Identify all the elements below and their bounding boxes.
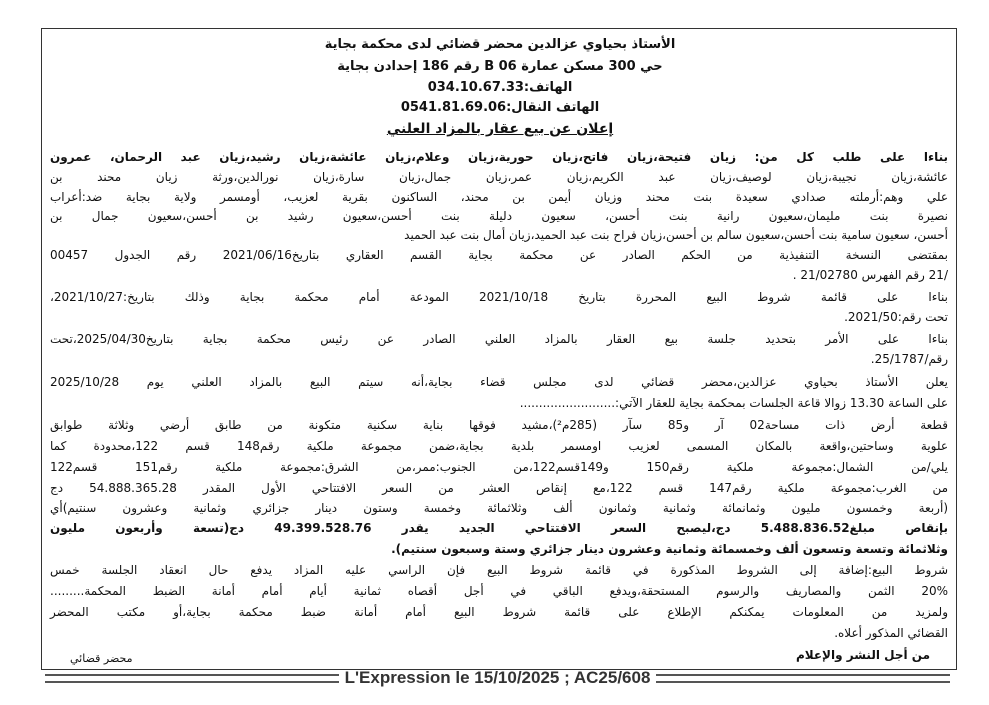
bailiff-name: الأستاذ بحياوي عزالدين محضر قضائي لدى محكمة بجاية (324, 37, 676, 52)
footer-text: L'Expression le 15/10/2025 ; AC25/608 (344, 668, 651, 687)
notice-title: إعلان عن بيع عقار بالمزاد العلني (386, 121, 614, 137)
body-line: يلي/من الشمال:مجموعة ملكية رقم150 و149قسم122،من الجنوب:ممر،من الشرق:مجموعة ملكية رقم151 قسم122 (50, 460, 949, 474)
footer-rule-right (656, 674, 950, 683)
body-line: رقم/25/1787. (870, 352, 948, 366)
body-line: علوية وساحتين،واقعة بالمكان المسمى لعزيب اومسمر بلدية بجاية،ضمن مجموعة ملكية رقم148 قسم 122،محدودة كما (50, 439, 948, 453)
body-line: بإنقاص مبلغ5.488.836.52 دج،ليصبح السعر الافتتاحي الجديد يقدر 49.399.528.76 دج(تسعة وأربعون مليون (50, 521, 949, 535)
body-line: أحسن، سعيون سامية بنت أحسن،سعيون سالم بن أحسن،زيان فراح بنت عبد الحميد،زيان أمال بنت عبد الحميد (404, 228, 948, 242)
body-line: ولمزيد من المعلومات يمكنكم الإطلاع على قائمة شروط البيع أمام أمانة ضبط محكمة بجاية،أو مكتب المحضر (50, 605, 948, 619)
bailiff-address: حي 300 مسكن عمارة B 06 رقم 186 إحدادن بجاية (337, 59, 663, 74)
body-line: بناءا على قائمة شروط البيع المحررة بتاريخ 2021/10/18 المودعة أمام محكمة بجاية وذلك بتاريخ:2021/10/27، (50, 290, 948, 304)
body-line: وثلاثمائة وتسعة وتسعون ألف وخمسمائة وثمانية وعشرون دينار جزائري وستة وسبعون سنتيم). (391, 542, 948, 556)
body-line: على الساعة 13.30 زوالا قاعة الجلسات بمحكمة بجاية للعقار الآتي:......................... (519, 396, 948, 410)
body-line: بمقتضى النسخة التنفيذية من الحكم الصادر عن محكمة بجاية القسم العقاري بتاريخ2021/06/16 رقم الجدول 00457 (50, 248, 948, 262)
body-line: (أربعة وخمسون مليون وثمانمائة وثمانية وثمانون ألف وثلاثمائة وخمسة وستون دينار جزائري وثمانية وعشرون سنتيم)أي (50, 501, 948, 515)
body-line: القضائي المذكور أعلاه. (834, 626, 948, 640)
body-line: بناءا على طلب كل من: زيان فتيحة،زيان فاتح،زيان حورية،زيان وعلام،زيان عائشة،زيان رشيد،زيان عبد الرحمان، عمرون (50, 150, 948, 164)
signature: محضر قضائي (70, 652, 133, 665)
body-line: علي وهم:أرملته صدادي سعيدة بنت محند وزيان أيمن بن محند، الساكنون بقرية لعزيب، أومسمر ولاية بجاية ضد:أعراب (50, 190, 948, 204)
body-line: نصيرة بنت مليمان،سعيون رانية بنت أحسن، سعيون دليلة بنت أحسن،سعيون رشيد بن أحسن،سعيون جمال بن (50, 209, 948, 223)
body-line: تحت رقم:2021/50. (844, 310, 948, 324)
body-line: من الغرب:مجموعة ملكية رقم147 قسم 122،مع إنقاص العشر من السعر الافتتاحي الأول المقدر 54.888.365.28 دج (50, 481, 949, 495)
publication-footer (45, 668, 950, 688)
phone-number: الهاتف:034.10.67.33 (427, 80, 573, 95)
body-line: 20% الثمن والمصاريف والرسوم المستحقة،ويدفع الباقي في أجل أقصاه ثمانية أيام أمام أمانة الضبط المحكمة......... (50, 584, 948, 598)
mobile-number: الهاتف النقال:0541.81.69.06 (400, 100, 600, 115)
footer-rule-left (45, 674, 339, 683)
sale-conditions-line: شروط البيع:إضافة إلى الشروط المذكورة في قائمة شروط البيع فإن الراسي عليه المزاد يدفع حال انعقاد الجلسة خمس (50, 563, 948, 577)
body-line: قطعة أرض ذات مساحة02 آر و85 سآر (285م²)،مشيد فوقها بناية سكنية متكونة من طابق أرضي وثلاثة طوابق (50, 418, 948, 432)
body-line: يعلن الأستاذ بحياوي عزالدين،محضر قضائي لدى مجلس قضاء بجاية،أنه سيتم البيع بالمزاد العلني يوم 2025/10/28 (50, 375, 948, 389)
body-line: /21 رقم الفهرس 21/02780 . (792, 268, 948, 282)
publication-note: من أجل النشر والإعلام (795, 648, 930, 662)
body-line: بناءا على الأمر بتحديد جلسة بيع العقار بالمزاد العلني الصادر عن رئيس محكمة بجاية بتاريخ2025/04/30،تحت (50, 332, 948, 346)
body-line: عائشة،زيان نجيبة،زيان لوصيف،زيان عبد الكريم،زيان عمر،زيان جمال،زيان سارة،زيان نورالدين،ورثة زيان محند بن (50, 170, 948, 184)
